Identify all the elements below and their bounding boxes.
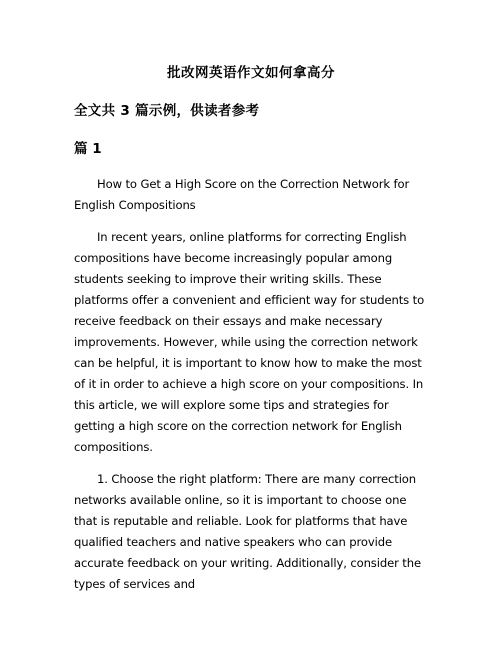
section-heading: 篇 1 [74, 141, 102, 157]
essay-title: How to Get a High Score on the Correction Network for English Compositions [74, 177, 410, 212]
document-title: 批改网英语作文如何拿高分 [167, 65, 335, 81]
paragraph-tip-1: 1. Choose the right platform: There are many correction networks available online, so it is important to choose one that is reputable and reliable. Look for platforms that have qualified teachers and native speakers who can provide accurate feedback on your writing. Additionally, consider the types of services and [74, 472, 421, 591]
paragraph-intro: In recent years, online platforms for correcting English compositions have become increasingly popular among students seeking to improve their writing skills. These platforms offer a convenient and efficient way for students to receive feedback on their essays and make necessary improvements. However, while using the correction network can be helpful, it is important to know how to make the most of it in order to achieve a high score on your compositions. In this article, we will explore some tips and strategies for getting a high score on the correction network for English compositions. [74, 230, 425, 454]
document-subtitle: 全文共 3 篇示例，供读者参考 [74, 103, 260, 119]
